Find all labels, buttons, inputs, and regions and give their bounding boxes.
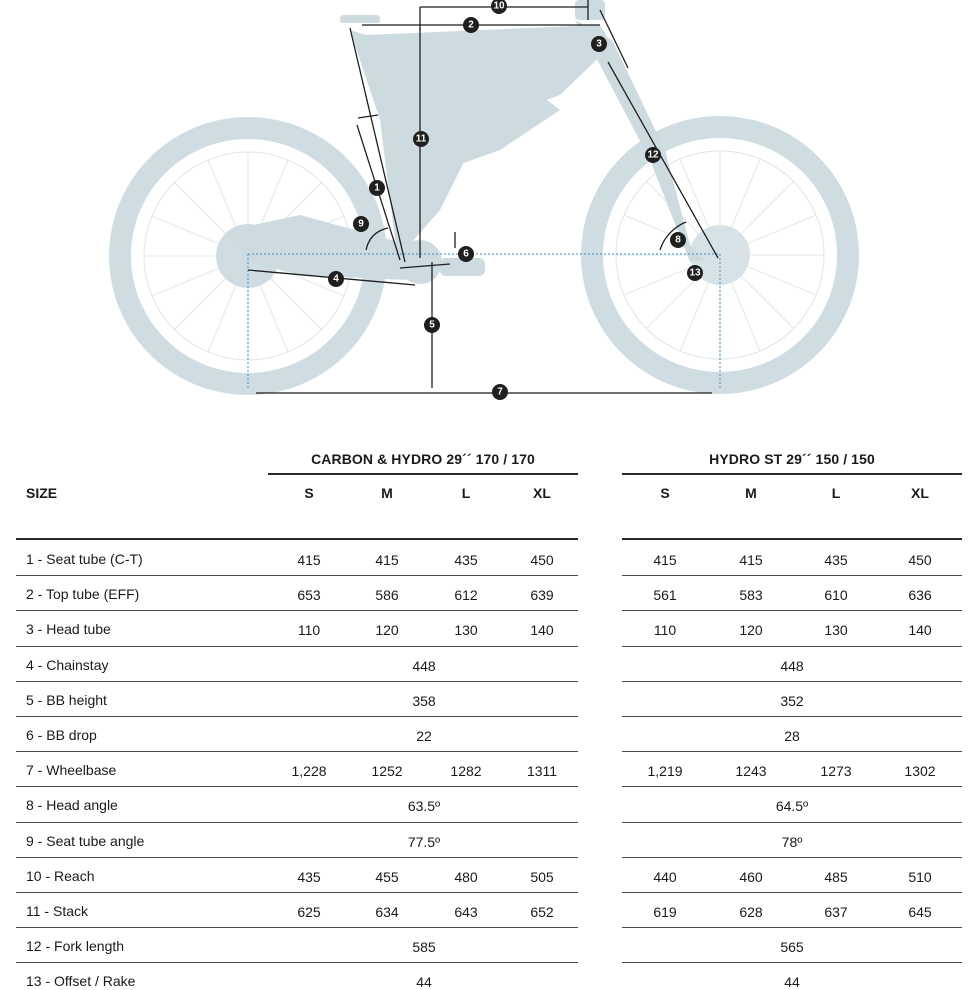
table-cell: 643 xyxy=(454,904,478,920)
marker-11 xyxy=(413,131,429,147)
size-header-l: L xyxy=(831,485,841,501)
table-cell: 612 xyxy=(454,587,478,604)
table-cell: 352 xyxy=(780,692,804,709)
svg-text:12: 12 xyxy=(647,149,659,161)
row-label: 12 - Fork length xyxy=(26,938,125,955)
row-divider xyxy=(16,857,578,858)
table-cell: 415 xyxy=(653,552,677,568)
table-cell: 625 xyxy=(297,904,321,920)
row-divider xyxy=(622,610,962,611)
table-cell: 505 xyxy=(530,868,554,885)
bike-geometry-diagram xyxy=(0,0,980,420)
table-cell: 448 xyxy=(412,657,436,674)
table-cell: 435 xyxy=(297,868,321,885)
row-divider xyxy=(622,575,962,576)
row-divider xyxy=(16,610,578,611)
row-divider xyxy=(622,716,962,717)
row-divider xyxy=(16,786,578,787)
table-cell: 1273 xyxy=(820,763,852,780)
table-cell: 64.5º xyxy=(775,798,809,815)
size-header-xl: XL xyxy=(533,485,551,501)
table-cell: 637 xyxy=(824,904,848,920)
table-cell: 485 xyxy=(824,868,848,885)
table-cell: 628 xyxy=(739,904,763,920)
svg-text:2: 2 xyxy=(468,19,474,31)
row-divider xyxy=(16,646,578,647)
table-cell: 619 xyxy=(653,904,677,920)
table-cell: 78º xyxy=(781,833,803,850)
table-cell: 634 xyxy=(375,904,399,920)
row-label: 13 - Offset / Rake xyxy=(26,973,136,990)
row-label: 11 - Stack xyxy=(26,903,88,919)
marker-9 xyxy=(353,216,369,232)
row-divider xyxy=(622,751,962,752)
group-title-carbon-hydro: CARBON & HYDRO 29´´ 170 / 170 xyxy=(311,451,535,467)
svg-text:4: 4 xyxy=(333,273,339,285)
table-cell: 110 xyxy=(297,622,321,639)
row-divider xyxy=(622,962,962,963)
svg-text:9: 9 xyxy=(358,218,364,230)
table-cell: 585 xyxy=(412,939,436,956)
row-divider xyxy=(16,927,578,928)
header-divider xyxy=(622,538,962,540)
row-label: 6 - BB drop xyxy=(26,727,97,743)
row-label: 2 - Top tube (EFF) xyxy=(26,586,140,603)
marker-13 xyxy=(687,265,703,281)
header-divider xyxy=(16,538,578,540)
svg-text:7: 7 xyxy=(497,386,503,398)
size-header: SIZE xyxy=(26,485,58,501)
row-divider xyxy=(16,681,578,682)
table-cell: 583 xyxy=(739,587,763,604)
marker-6 xyxy=(458,246,474,262)
table-cell: 120 xyxy=(375,622,399,639)
row-divider xyxy=(16,962,578,963)
table-cell: 1311 xyxy=(526,763,558,780)
row-divider xyxy=(16,892,578,893)
marker-1 xyxy=(369,180,385,196)
table-cell: 415 xyxy=(739,552,763,568)
table-cell: 448 xyxy=(780,657,804,674)
row-divider xyxy=(16,822,578,823)
svg-text:5: 5 xyxy=(429,319,435,331)
table-cell: 130 xyxy=(454,622,478,639)
svg-text:10: 10 xyxy=(493,0,505,12)
row-label: 9 - Seat tube angle xyxy=(26,832,145,849)
row-label: 1 - Seat tube (C-T) xyxy=(26,551,143,567)
marker-7 xyxy=(492,384,508,400)
group-title-hydro-st: HYDRO ST 29´´ 150 / 150 xyxy=(709,451,875,467)
size-header-m: M xyxy=(381,485,393,501)
table-cell: 1243 xyxy=(735,763,767,780)
table-cell: 415 xyxy=(297,552,321,568)
table-cell: 561 xyxy=(653,587,677,604)
row-divider xyxy=(16,751,578,752)
table-cell: 435 xyxy=(824,552,848,568)
size-header-s: S xyxy=(660,485,670,501)
table-cell: 358 xyxy=(412,692,436,709)
row-divider xyxy=(622,646,962,647)
table-cell: 653 xyxy=(297,587,321,604)
marker-4 xyxy=(328,271,344,287)
table-cell: 450 xyxy=(908,552,932,568)
table-cell: 460 xyxy=(739,868,763,885)
row-divider xyxy=(16,575,578,576)
table-cell: 1252 xyxy=(371,763,403,780)
table-cell: 1282 xyxy=(450,763,482,780)
table-cell: 435 xyxy=(454,552,478,568)
table-cell: 22 xyxy=(416,728,432,744)
table-cell: 120 xyxy=(739,622,763,639)
table-cell: 77.5º xyxy=(407,833,441,850)
size-header-xl: XL xyxy=(911,485,929,501)
table-cell: 440 xyxy=(653,868,677,885)
row-divider xyxy=(16,716,578,717)
svg-text:1: 1 xyxy=(374,182,380,194)
table-cell: 63.5º xyxy=(407,798,441,815)
table-cell: 645 xyxy=(908,904,932,920)
marker-12 xyxy=(645,147,661,163)
table-cell: 480 xyxy=(454,868,478,885)
table-cell: 639 xyxy=(530,587,554,604)
row-divider xyxy=(622,786,962,787)
table-cell: 652 xyxy=(530,904,554,920)
marker-3 xyxy=(591,36,607,52)
row-label: 7 - Wheelbase xyxy=(26,762,117,779)
row-label: 8 - Head angle xyxy=(26,797,118,814)
table-cell: 586 xyxy=(375,587,399,604)
marker-5 xyxy=(424,317,440,333)
marker-2 xyxy=(463,17,479,33)
row-label: 3 - Head tube xyxy=(26,621,111,638)
table-cell: 610 xyxy=(824,587,848,604)
marker-8 xyxy=(670,232,686,248)
row-divider xyxy=(622,822,962,823)
size-header-s: S xyxy=(304,485,314,501)
marker-10 xyxy=(491,0,507,14)
row-label: 5 - BB height xyxy=(26,691,107,708)
row-divider xyxy=(622,927,962,928)
table-cell: 44 xyxy=(784,974,800,990)
table-cell: 636 xyxy=(908,587,932,604)
table-cell: 1,219 xyxy=(647,763,683,780)
row-label: 10 - Reach xyxy=(26,867,95,884)
table-cell: 415 xyxy=(375,552,399,568)
table-cell: 28 xyxy=(784,728,800,744)
group-underline xyxy=(622,473,962,475)
svg-text:13: 13 xyxy=(689,267,701,279)
row-divider xyxy=(622,681,962,682)
table-cell: 44 xyxy=(416,974,432,990)
row-divider xyxy=(622,857,962,858)
table-cell: 140 xyxy=(908,622,932,639)
table-cell: 455 xyxy=(375,868,399,885)
table-cell: 450 xyxy=(530,552,554,568)
group-underline xyxy=(268,473,578,475)
table-cell: 1302 xyxy=(904,763,936,780)
table-cell: 565 xyxy=(780,939,804,956)
svg-text:3: 3 xyxy=(596,38,602,50)
row-divider xyxy=(622,892,962,893)
row-label: 4 - Chainstay xyxy=(26,656,109,673)
table-cell: 1,228 xyxy=(291,763,327,780)
bike-silhouette xyxy=(120,0,848,384)
table-cell: 130 xyxy=(824,622,848,639)
table-cell: 110 xyxy=(653,622,677,639)
size-header-l: L xyxy=(461,485,471,501)
table-cell: 510 xyxy=(908,868,932,885)
svg-text:8: 8 xyxy=(675,234,681,246)
svg-text:6: 6 xyxy=(463,248,469,260)
size-header-m: M xyxy=(745,485,757,501)
svg-text:11: 11 xyxy=(415,133,427,145)
table-cell: 140 xyxy=(530,622,554,639)
